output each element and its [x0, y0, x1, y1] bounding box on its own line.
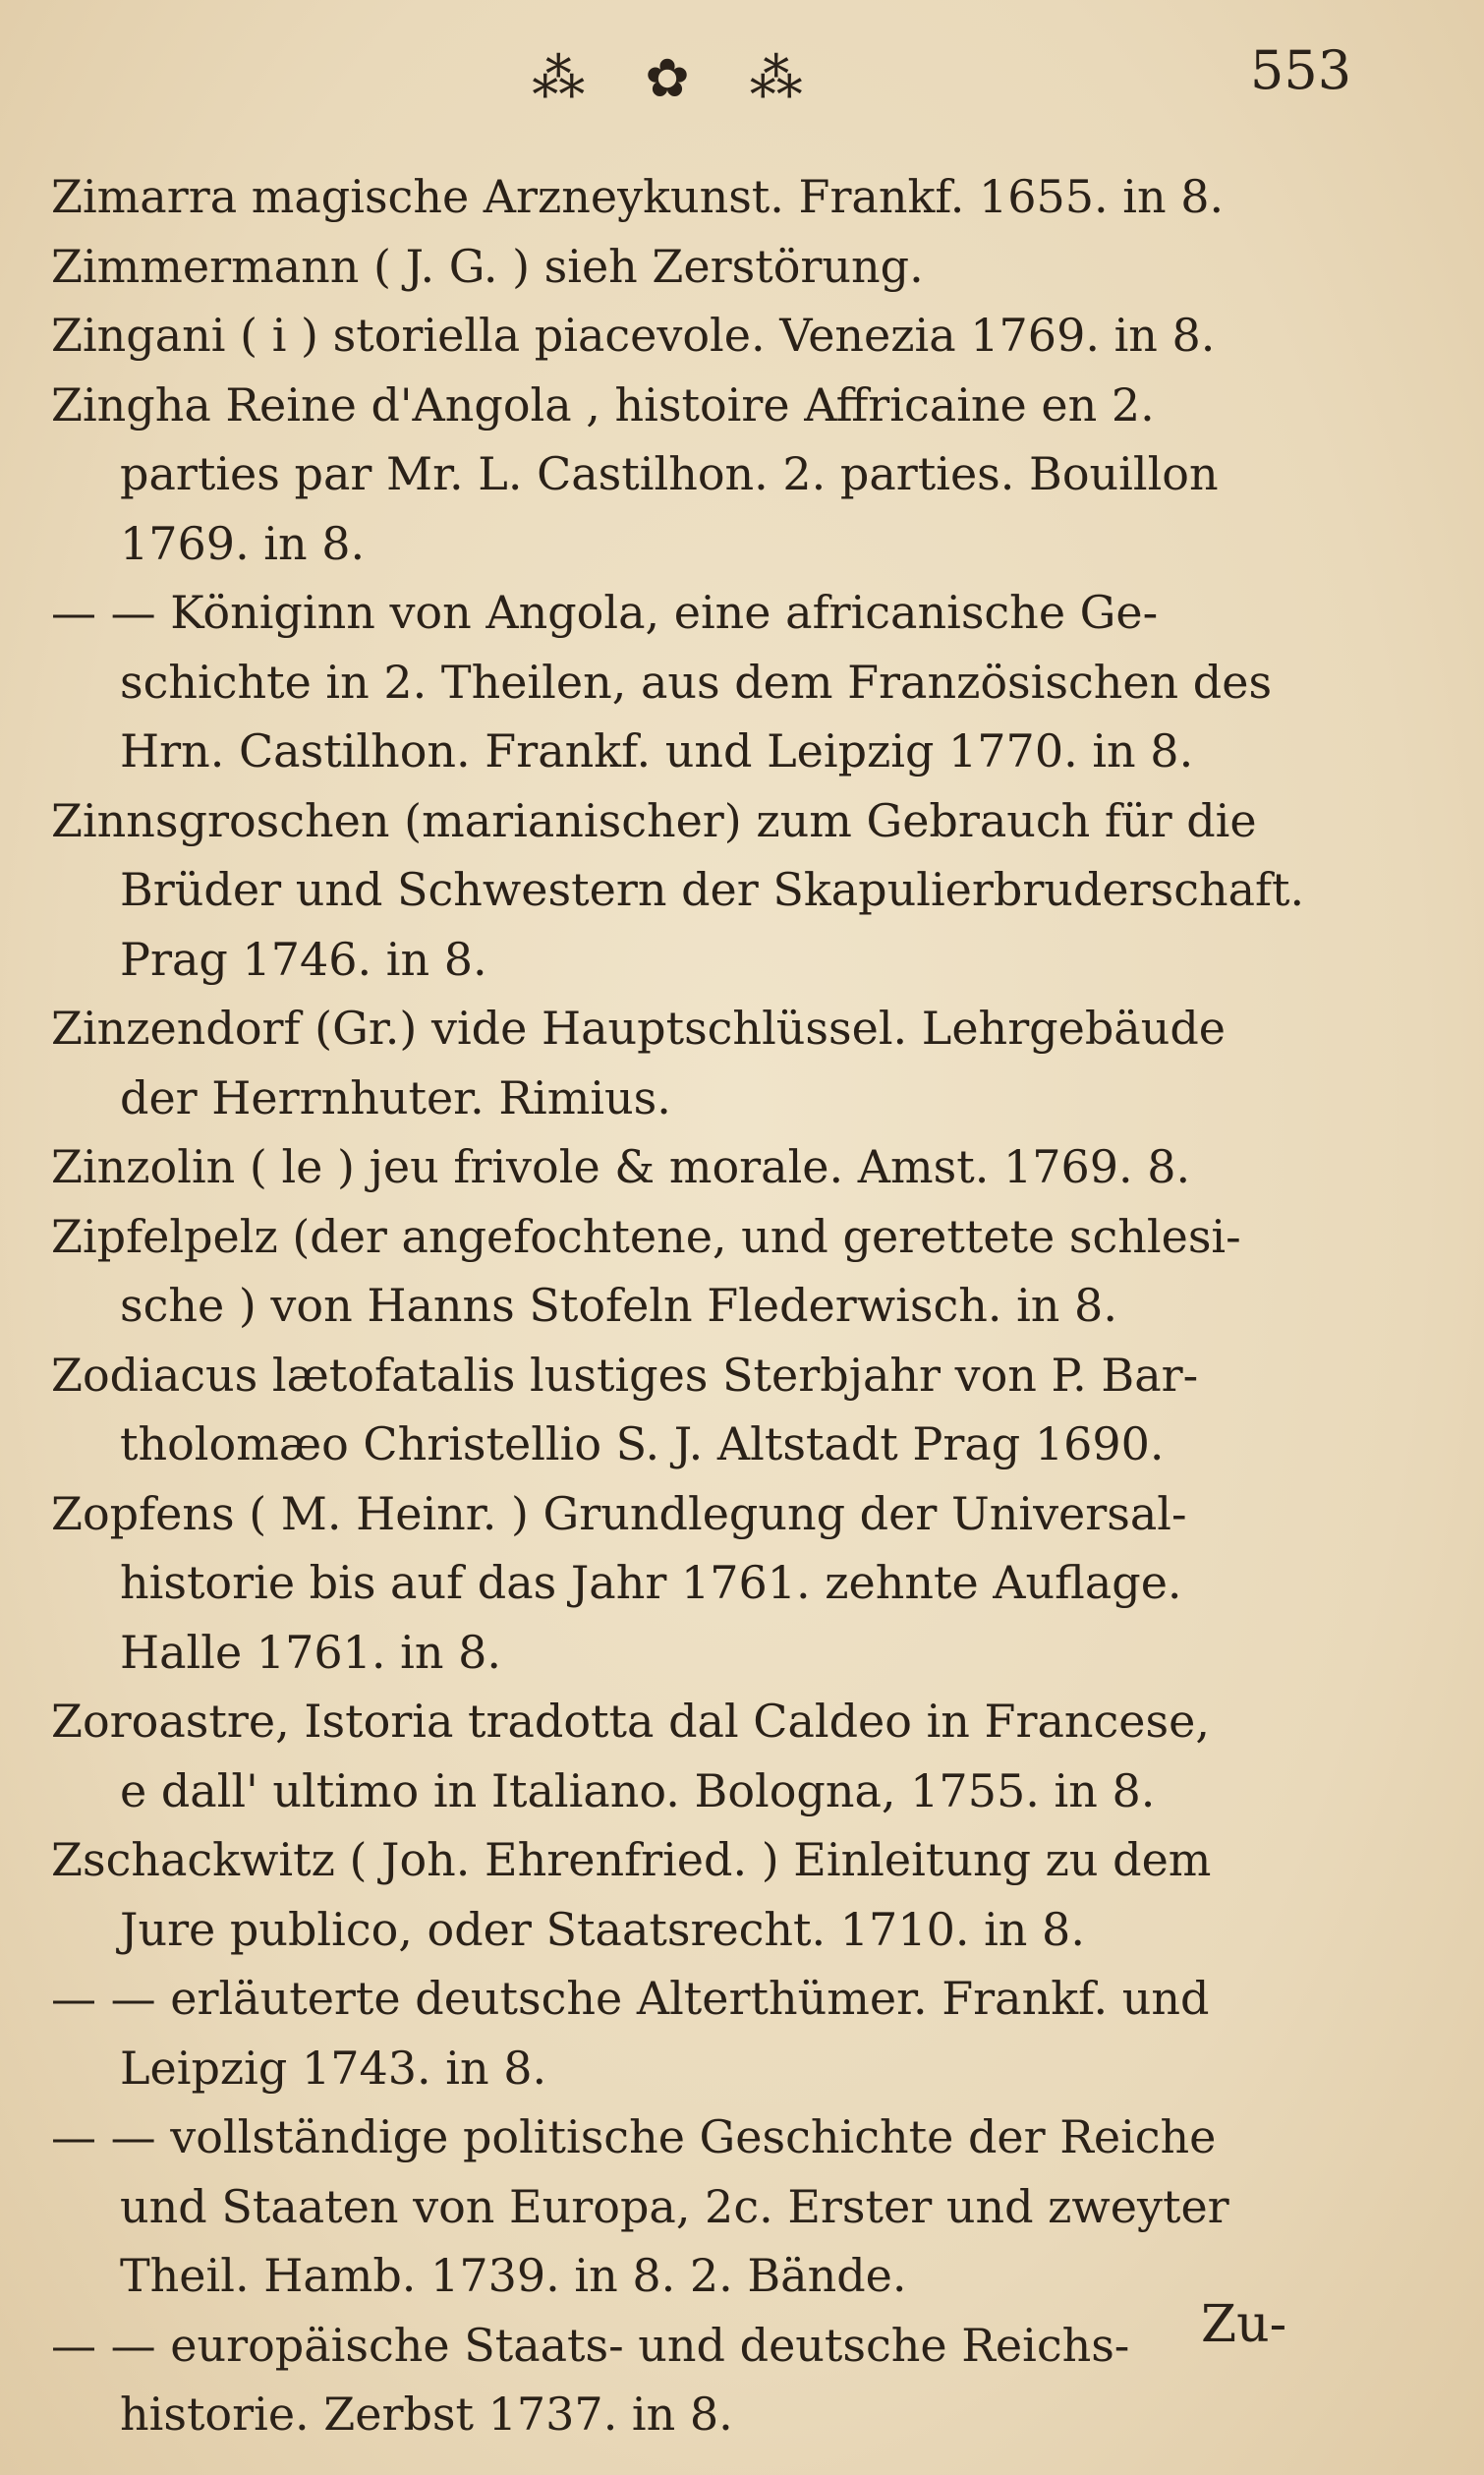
entry-line: Prag 1746. in 8.: [120, 932, 487, 986]
entry-line: und Staaten von Europa, 2c. Erster und zweyter: [120, 2179, 1229, 2233]
bibliography-entry: [51, 1341, 1427, 1479]
entry-line: Zingha Reine d'Angola , histoire Affricaine en 2.: [51, 377, 1155, 432]
catchword: Zu-: [1201, 2295, 1287, 2354]
entry-line: Hrn. Castilhon. Frankf. und Leipzig 1770. in 8.: [120, 724, 1194, 777]
bibliography-entry: [51, 1825, 1427, 1964]
bibliography-entry: [51, 2102, 1427, 2311]
bibliography-entry: [51, 162, 1427, 232]
entry-line: historie. Zerbst 1737. in 8.: [120, 2388, 733, 2441]
entry-line: Jure publico, oder Staatsrecht. 1710. in 8.: [120, 1902, 1085, 1956]
entry-line: Zimarra magische Arzneykunst. Frankf. 1655. in 8.: [51, 170, 1225, 223]
entry-line: Theil. Hamb. 1739. in 8. 2. Bände.: [120, 2249, 907, 2302]
entry-line: Zingani ( i ) storiella piacevole. Venezia 1769. in 8.: [51, 309, 1216, 362]
entry-line: der Herrnhuter. Rimius.: [120, 1070, 671, 1124]
page-number: 553: [1250, 39, 1352, 101]
entry-line: Zinzendorf (Gr.) vide Hauptschlüssel. Lehrgebäude: [51, 1002, 1227, 1055]
entry-line: Zoroastre, Istoria tradotta dal Caldeo in Francese,: [51, 1695, 1210, 1748]
entry-line: Zipfelpelz (der angefochtene, und gerettete schlesi-: [51, 1209, 1241, 1263]
entry-line: — — europäische Staats- und deutsche Reichs-: [51, 2318, 1130, 2372]
entry-line: Brüder und Schwestern der Skapulierbruderschaft.: [120, 863, 1305, 916]
entry-line: Zinzolin ( le ) jeu frivole & morale. Amst. 1769. 8.: [51, 1140, 1191, 1193]
entry-line: — — erläuterte deutsche Alterthümer. Frankf. und: [51, 1972, 1210, 2025]
bibliography-entry: [51, 301, 1427, 371]
entry-line: e dall' ultimo in Italiano. Bologna, 1755. in 8.: [120, 1763, 1156, 1817]
bibliography-entry: [51, 994, 1427, 1132]
entry-line: Zodiacus lætofatalis lustiges Sterbjahr von P. Bar-: [51, 1348, 1199, 1402]
entry-line: Zinnsgroschen (marianischer) zum Gebrauch für die: [51, 793, 1257, 847]
entry-line: sche ) von Hanns Stofeln Flederwisch. in 8.: [120, 1279, 1117, 1332]
entry-line: Zopfens ( M. Heinr. ) Grundlegung der Universal-: [51, 1486, 1187, 1540]
bibliography-entry: [51, 1132, 1427, 1202]
bibliography-entry: [51, 1687, 1427, 1825]
bibliography-entry: [51, 232, 1427, 302]
bibliography-entry: [51, 578, 1427, 786]
entry-line: schichte in 2. Theilen, aus dem Französischen des: [120, 655, 1273, 709]
entry-line: historie bis auf das Jahr 1761. zehnte Auflage.: [120, 1556, 1182, 1609]
bibliography-entry: [51, 1964, 1427, 2102]
bibliography-entry: [51, 786, 1427, 995]
bibliography-entry: [51, 371, 1427, 579]
entry-line: tholomæo Christellio S. J. Altstadt Prag 1690.: [120, 1417, 1165, 1470]
entry-line: parties par Mr. L. Castilhon. 2. parties. Bouillon: [120, 447, 1219, 500]
bibliography-entry: [51, 1479, 1427, 1688]
entry-line: — — vollständige politische Geschichte der Reiche: [51, 2110, 1217, 2163]
entry-line: Zschackwitz ( Joh. Ehrenfried. ) Einleitung zu dem: [51, 1833, 1212, 1886]
entry-line: Halle 1761. in 8.: [120, 1625, 501, 1679]
entry-line: 1769. in 8.: [120, 516, 366, 570]
entry-line: Leipzig 1743. in 8.: [120, 2041, 547, 2095]
bibliography-entries: [51, 162, 1427, 2449]
entry-line: — — Königinn von Angola, eine africanische Ge-: [51, 586, 1159, 639]
entry-line: Zimmermann ( J. G. ) sieh Zerstörung.: [51, 239, 924, 293]
bibliography-entry: [51, 1202, 1427, 1341]
header-ornament: ⁂ ✿ ⁂: [532, 47, 825, 109]
